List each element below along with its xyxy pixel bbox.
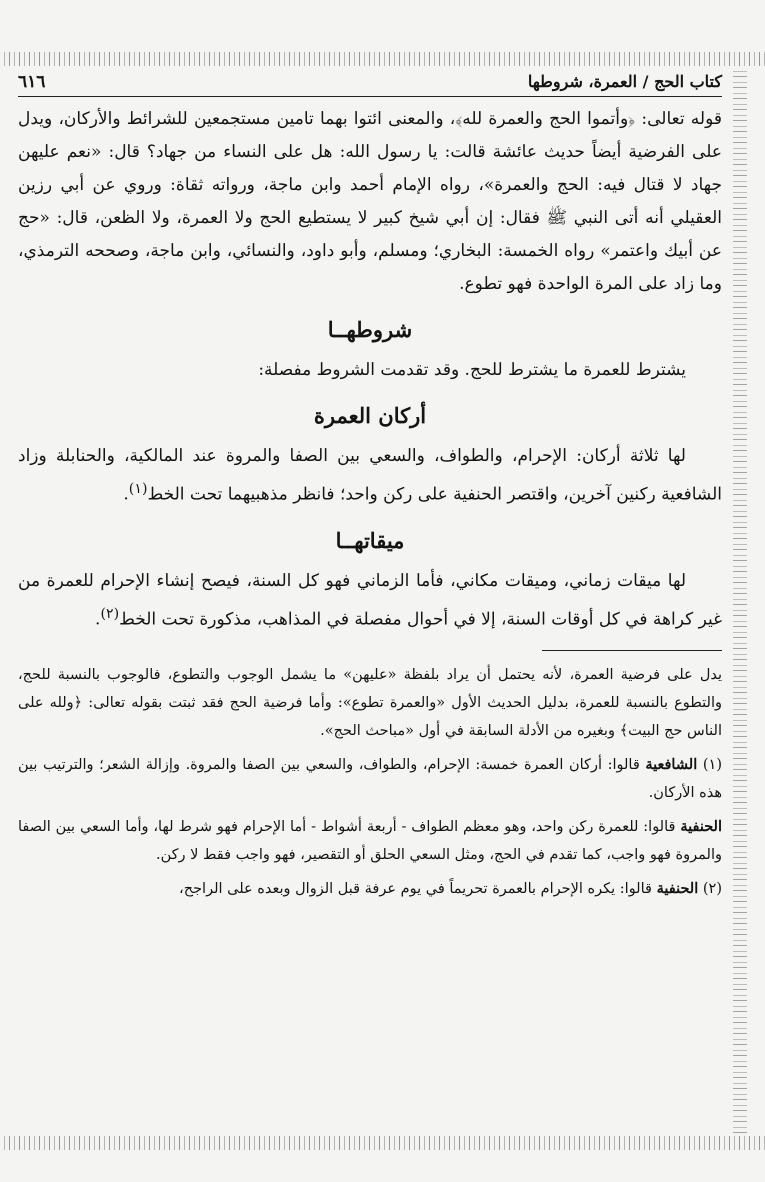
intro-paragraph: قوله تعالى: ﴿وأتموا الحج والعمرة لله﴾، والمعنى ائتوا بهما تامين مستجمعين للشرائط والأركان، ويدل على الفرضية أيضاً حديث عائشة قالت: يا رسول الله: هل على النساء من جهاد؟ قال: «نعم عليهن جهاد لا قتال فيه: الحج والعمرة»، رواه الإمام أحمد وابن ماجة، ورواته ثقاة: وروي عن أبي رزين العقيلي أنه أتى النبي ﷺ فقال: إن أبي شيخ كبير لا يستطيع الحج ولا العمرة، ولا الظعن، قال: «حج عن أبيك واعتمر» رواه الخمسة: البخاري؛ ومسلم، وأبو داود، والنسائي، وابن ماجة، وصححه الترمذي، وما زاد على المرة الواحدة فهو تطوع.: [18, 109, 722, 294]
footnote-ref-1: (١): [128, 481, 148, 497]
section-heading-miqat: ميقاتهــا: [335, 527, 405, 553]
section-heading-arkan: أركان العمرة: [313, 403, 427, 428]
side-ornament-border: [733, 66, 747, 1136]
section-heading-shurut: شروطهــا: [327, 317, 413, 342]
shurut-paragraph: يشترط للعمرة ما يشترط للحج. وقد تقدمت الشروط مفصلة:: [258, 360, 686, 380]
bottom-ornament-border: [0, 1136, 765, 1150]
footnote-2-school: الحنفية: [656, 880, 699, 898]
footnote-1: [18, 751, 722, 807]
footnote-1-marker: (١): [702, 757, 722, 774]
top-ornament-border: [0, 52, 765, 66]
footnote-continued: يدل على فرضية العمرة، لأنه يحتمل أن يراد بلفظة «عليهن» ما يشمل الوجوب والتطوع، فالوجوب بالنسبة للحج، والتطوع بالنسبة للعمرة، بدليل الحديث الأول «والعمرة تطوع»: وأما فرضية الحج فقد ثبتت بقوله تعالى: ﴿ولله على الناس حج البيت﴾ وبغيره من الأدلة السابقة في أول «مباحث الحج».: [18, 667, 722, 740]
running-title: كتاب الحج / العمرة، شروطها: [527, 72, 722, 91]
footnote-1b-text: قالوا: للعمرة ركن واحد، وهو معظم الطواف - أربعة أشواط - أما الإحرام فهو شرط لها، وأما السعي بين الصفا والمروة فهو واجب، كما تقدم في الحج، ومثل السعي الحلق أو التقصير، فهو واجب فقط لا ركن.: [18, 819, 722, 864]
miqat-text: لها ميقات زماني، وميقات مكاني، فأما الزماني فهو كل السنة، فيصح إنشاء الإحرام للعمرة من غير كراهة في كل أوقات السنة، إلا في أحوال مفصلة في المذاهب، مذكورة تحت الخط: [18, 570, 722, 630]
footnote-ref-2: (٢): [100, 605, 120, 622]
footnote-2-marker: (٢): [702, 881, 722, 898]
page-number: ٦١٦: [18, 72, 46, 92]
footnote-1b-school: الحنفية: [680, 818, 722, 836]
footnote-separator: [542, 650, 722, 651]
footnote-2-text: قالوا: يكره الإحرام بالعمرة تحريماً في يوم عرفة قبل الزوال وبعده على الراجح،: [179, 881, 657, 898]
footnote-1-hanafi: [18, 813, 722, 869]
footnote-1-school: الشافعية: [645, 756, 698, 774]
book-page: [18, 72, 722, 903]
footnote-1-text: قالوا: أركان العمرة خمسة: الإحرام، والطواف، والسعي بين الصفا والمروة. وإزالة الشعر؛ والترتيب بين هذه الأركان.: [18, 757, 722, 802]
arkan-text: لها ثلاثة أركان: الإحرام، والطواف، والسعي بين الصفا والمروة عند المالكية، والحنابلة وزاد الشافعية ركنين آخرين، واقتصر الحنفية على ركن واحد؛ فانظر مذهبيهما تحت الخط: [18, 446, 722, 505]
miqat-paragraph: لها ميقات زماني، وميقات مكاني، فأما الزماني فهو كل السنة، فيصح إنشاء الإحرام للعمرة من غير كراهة في كل أوقات السنة، إلا في أحوال مفصلة في المذاهب، مذكورة تحت الخط$^{(٢)}$.: [18, 570, 722, 630]
arkan-paragraph: لها ثلاثة أركان: الإحرام، والطواف، والسعي بين الصفا والمروة عند المالكية، والحنابلة وزاد الشافعية ركنين آخرين، واقتصر الحنفية على ركن واحد؛ فانظر مذهبيهما تحت الخط$^{(١)}$.: [18, 446, 722, 505]
running-header: [18, 72, 722, 97]
footnote-2: [18, 875, 722, 903]
